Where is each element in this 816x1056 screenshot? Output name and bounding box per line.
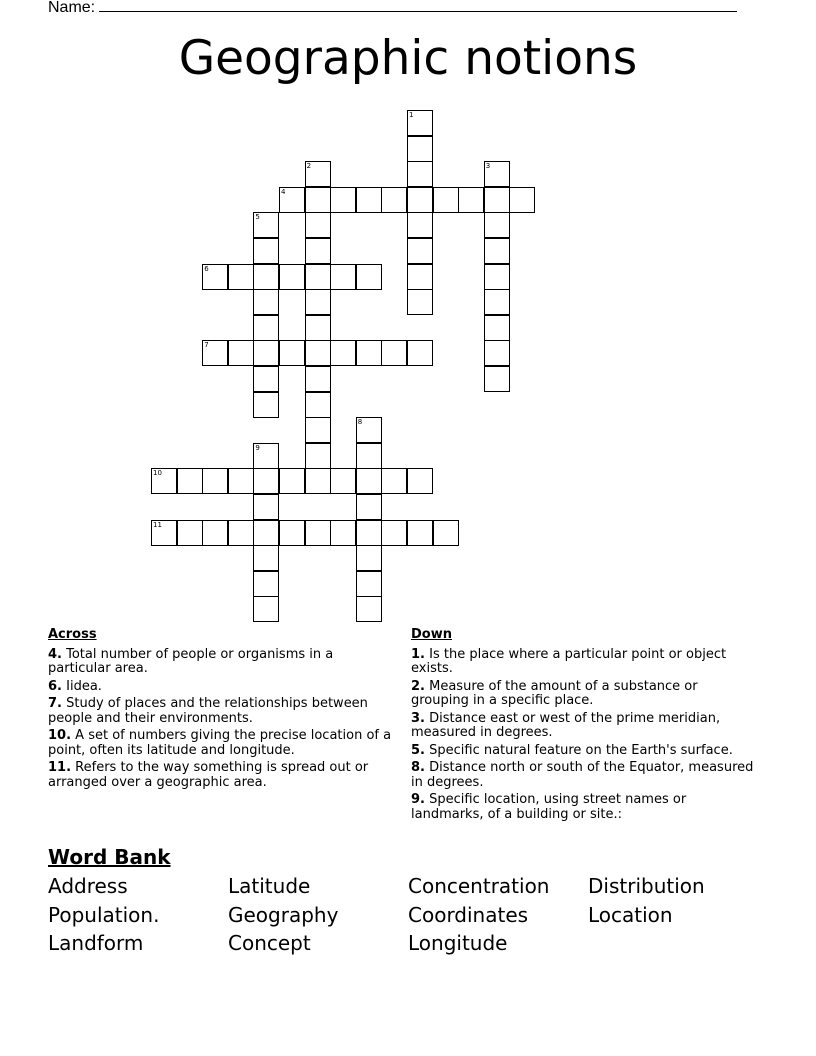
- crossword-cell[interactable]: [253, 264, 279, 290]
- crossword-cell[interactable]: [202, 264, 228, 290]
- clue-number: 3.: [411, 710, 425, 726]
- crossword-cell[interactable]: [407, 136, 433, 162]
- clue-number: 9.: [411, 792, 425, 807]
- crossword-cell[interactable]: [407, 238, 433, 264]
- word-bank-item: Address: [48, 874, 128, 898]
- crossword-cell[interactable]: [305, 520, 331, 546]
- clue-number: 6.: [48, 678, 62, 694]
- cell-number: 5: [255, 213, 260, 222]
- clue-down-3: [411, 712, 756, 741]
- crossword-cell[interactable]: [356, 468, 382, 494]
- crossword-cell[interactable]: [253, 315, 279, 341]
- word-bank-item: Location: [588, 903, 673, 927]
- crossword-cell[interactable]: [330, 520, 356, 546]
- clue-across-11: [48, 761, 393, 790]
- crossword-cell[interactable]: [253, 340, 279, 366]
- crossword-cell[interactable]: [151, 520, 177, 546]
- clue-text: Study of places and the relationships between people and their environments.: [48, 696, 368, 726]
- crossword-cell[interactable]: [305, 392, 331, 418]
- clue-number: 1.: [411, 646, 425, 662]
- crossword-cell[interactable]: [279, 264, 305, 290]
- cell-number: 9: [255, 443, 260, 452]
- cell-number: 1: [409, 111, 414, 119]
- cell-number: 8: [357, 418, 363, 427]
- clue-across-4: [48, 648, 393, 677]
- crossword-cell[interactable]: [253, 468, 279, 494]
- clue-down-2: [411, 680, 756, 709]
- crossword-cell[interactable]: [177, 468, 203, 494]
- crossword-cell[interactable]: [279, 520, 305, 546]
- crossword-cell[interactable]: [305, 468, 331, 494]
- crossword-cell[interactable]: [356, 545, 382, 571]
- clue-text: A set of numbers giving the precise location of a point, often its latitude and longitude.: [48, 728, 392, 758]
- crossword-cell[interactable]: [305, 187, 331, 213]
- clue-text: Refers to the way something is spread out or arranged over a geographic area.: [48, 760, 369, 790]
- crossword-cell[interactable]: [407, 468, 433, 494]
- clue-number: 4.: [48, 646, 62, 662]
- crossword-cell[interactable]: [484, 340, 510, 366]
- word-bank-item: Coordinates: [408, 903, 529, 927]
- crossword-cell[interactable]: [305, 212, 331, 238]
- crossword-cell[interactable]: [356, 340, 382, 366]
- clue-down-8: [411, 761, 756, 790]
- crossword-cell[interactable]: [356, 494, 382, 520]
- crossword-cell[interactable]: [151, 468, 177, 494]
- crossword-cell[interactable]: [305, 315, 331, 341]
- crossword-cell[interactable]: [509, 187, 535, 213]
- crossword-cell[interactable]: [356, 571, 382, 597]
- crossword-cell[interactable]: [253, 596, 279, 622]
- crossword-cell[interactable]: [407, 110, 433, 136]
- word-bank-item: Geography: [228, 903, 339, 927]
- crossword-cell[interactable]: [305, 417, 331, 443]
- clue-number: 7.: [48, 696, 62, 711]
- crossword-cell[interactable]: [330, 340, 356, 366]
- crossword-cell[interactable]: [356, 596, 382, 622]
- clue-text: Distance east or west of the prime meridian, measured in degrees.: [411, 710, 721, 740]
- crossword-cell[interactable]: [305, 264, 331, 290]
- crossword-cell[interactable]: [407, 161, 433, 187]
- crossword-cell[interactable]: [484, 161, 510, 187]
- crossword-cell[interactable]: [458, 187, 484, 213]
- crossword-cell[interactable]: [356, 443, 382, 469]
- clue-number: 2.: [411, 678, 425, 694]
- crossword-cell[interactable]: [356, 417, 382, 443]
- crossword-cell[interactable]: [305, 289, 331, 315]
- crossword-cell[interactable]: [330, 468, 356, 494]
- cell-number: 6: [204, 264, 209, 273]
- crossword-cell[interactable]: [305, 161, 331, 187]
- cell-number: 11: [153, 520, 162, 529]
- clue-text: Measure of the amount of a substance or grouping in a specific place.: [411, 678, 698, 708]
- crossword-cell[interactable]: [228, 264, 254, 290]
- crossword-cell[interactable]: [356, 187, 382, 213]
- cell-number: 2: [306, 162, 312, 171]
- clue-down-1: [411, 648, 756, 677]
- word-bank-item: Distribution: [588, 874, 705, 898]
- clue-text: Specific location, using street names or landmarks, of a building or site.:: [411, 792, 687, 822]
- across-clues: [48, 628, 393, 793]
- crossword-cell[interactable]: [407, 520, 433, 546]
- clue-text: Specific natural feature on the Earth's surface.: [429, 742, 733, 758]
- crossword-cell[interactable]: [407, 264, 433, 290]
- crossword-cell[interactable]: [381, 340, 407, 366]
- crossword-cell[interactable]: [177, 520, 203, 546]
- crossword-cell[interactable]: [433, 187, 459, 213]
- crossword-cell[interactable]: [228, 468, 254, 494]
- crossword-cell[interactable]: [484, 238, 510, 264]
- word-bank-item: Concept: [228, 931, 311, 955]
- word-bank-item: Landform: [48, 931, 144, 955]
- word-bank-item: Population.: [48, 903, 160, 927]
- clue-across-7: [48, 697, 393, 726]
- word-bank-title: Word Bank: [48, 845, 171, 869]
- crossword-cell[interactable]: [253, 238, 279, 264]
- crossword-cell[interactable]: [407, 187, 433, 213]
- crossword-cell[interactable]: [381, 468, 407, 494]
- word-bank-item: Longitude: [408, 931, 508, 955]
- crossword-cell[interactable]: [253, 443, 279, 469]
- word-bank-item: Concentration: [408, 874, 550, 898]
- crossword-cell[interactable]: [228, 340, 254, 366]
- clue-text: Total number of people or organisms in a particular area.: [48, 646, 334, 676]
- crossword-cell[interactable]: [484, 315, 510, 341]
- word-bank-item: Latitude: [228, 874, 311, 898]
- clue-across-10: [48, 729, 393, 758]
- clue-number: 5.: [411, 742, 425, 758]
- crossword-cell[interactable]: [356, 520, 382, 546]
- crossword-cell[interactable]: [202, 340, 228, 366]
- clue-number: 11.: [48, 760, 72, 775]
- clue-text: Iidea.: [66, 678, 102, 694]
- crossword-cell[interactable]: [356, 264, 382, 290]
- crossword-cell[interactable]: [228, 520, 254, 546]
- page-title: Geographic notions: [178, 31, 638, 86]
- crossword-cell[interactable]: [484, 212, 510, 238]
- crossword-cell[interactable]: [381, 187, 407, 213]
- crossword-cell[interactable]: [279, 340, 305, 366]
- crossword-cell[interactable]: [279, 468, 305, 494]
- crossword-cell[interactable]: [484, 187, 510, 213]
- across-heading: Across: [48, 627, 97, 642]
- cell-number: 4: [281, 187, 286, 196]
- crossword-cell[interactable]: [202, 520, 228, 546]
- clue-number: 10.: [48, 728, 72, 743]
- crossword-cell[interactable]: [253, 545, 279, 571]
- crossword-cell[interactable]: [305, 443, 331, 469]
- crossword-cell[interactable]: [305, 340, 331, 366]
- clue-text: Distance north or south of the Equator, measured in degrees.: [411, 760, 754, 790]
- crossword-cell[interactable]: [253, 366, 279, 392]
- clue-across-6: [48, 680, 393, 695]
- cell-number: 10: [153, 469, 162, 478]
- crossword-cell[interactable]: [305, 366, 331, 392]
- clue-number: 8.: [411, 760, 425, 775]
- clue-text: Is the place where a particular point or object exists.: [411, 646, 727, 676]
- crossword-cell[interactable]: [381, 520, 407, 546]
- crossword-cell[interactable]: [484, 289, 510, 315]
- crossword-cell[interactable]: [407, 289, 433, 315]
- cell-number: 3: [485, 162, 491, 171]
- crossword-cell[interactable]: [253, 494, 279, 520]
- crossword-cell[interactable]: [433, 520, 459, 546]
- crossword-cell[interactable]: [305, 238, 331, 264]
- down-heading: Down: [411, 627, 452, 642]
- clue-down-9: [411, 793, 756, 822]
- crossword-cell[interactable]: [484, 264, 510, 290]
- crossword-cell[interactable]: [407, 340, 433, 366]
- name-label: Name:: [48, 0, 96, 16]
- crossword-cell[interactable]: [253, 392, 279, 418]
- crossword-cell[interactable]: [253, 212, 279, 238]
- crossword-cell[interactable]: [253, 289, 279, 315]
- crossword-cell[interactable]: [330, 264, 356, 290]
- crossword-cell[interactable]: [253, 571, 279, 597]
- clue-down-5: [411, 744, 756, 759]
- crossword-cell[interactable]: [279, 187, 305, 213]
- down-clues: [411, 628, 756, 825]
- crossword-cell[interactable]: [484, 366, 510, 392]
- cell-number: 7: [204, 341, 209, 350]
- crossword-cell[interactable]: [407, 212, 433, 238]
- crossword-cell[interactable]: [202, 468, 228, 494]
- crossword-cell[interactable]: [253, 520, 279, 546]
- crossword-cell[interactable]: [330, 187, 356, 213]
